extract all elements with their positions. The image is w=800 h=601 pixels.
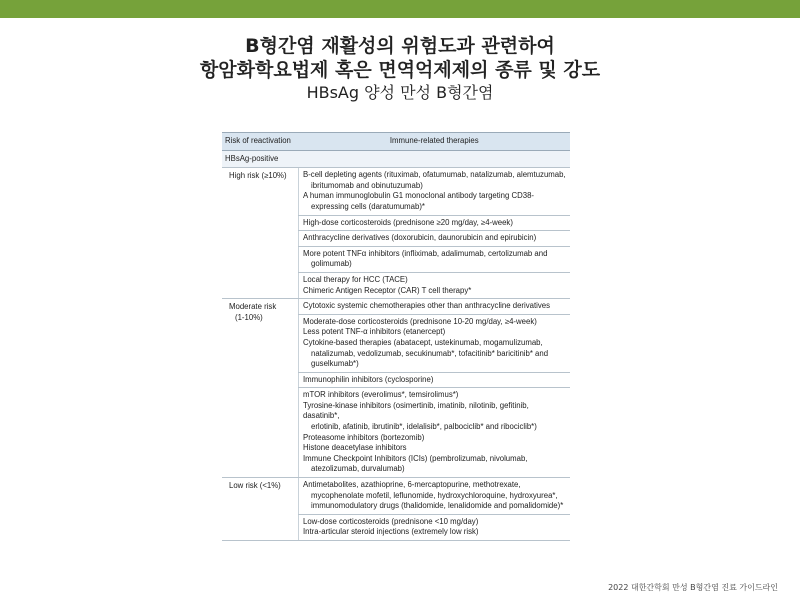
therapy-line: mycophenolate mofetil, leflunomide, hydroxychloroquine, hydroxyurea*,	[311, 490, 558, 500]
therapy-line: Less potent TNF-α inhibitors (etanercept)	[303, 327, 446, 337]
risk-level-cell	[222, 299, 299, 478]
title-line-2: 항암화학요법제 혹은 면역억제제의 종류 및 강도	[199, 59, 601, 81]
therapy-line: atezolizumab, durvalumab)	[311, 464, 405, 474]
therapy-cell	[299, 168, 571, 215]
risk-level-cell	[222, 168, 299, 299]
therapy-line: Local therapy for HCC (TACE)	[303, 274, 408, 284]
therapy-line: More potent TNFα inhibitors (infliximab, adalimumab, certolizumab and	[303, 248, 548, 258]
risk-level-range: (1-10%)	[235, 312, 263, 322]
therapy-line: Anthracycline derivatives (doxorubicin, daunorubicin and epirubicin)	[303, 233, 537, 243]
therapy-line: Antimetabolites, azathioprine, 6-mercaptopurine, methotrexate,	[303, 480, 521, 490]
therapy-line: B-cell depleting agents (rituximab, ofatumumab, natalizumab, alemtuzumab,	[303, 170, 566, 180]
risk-table	[222, 132, 570, 541]
therapy-cell	[299, 314, 571, 372]
risk-level-label: Moderate risk	[229, 302, 277, 312]
header-therapies: Immune-related therapies	[299, 133, 571, 151]
therapy-line: High-dose corticosteroids (prednisone ≥20 mg/day, ≥4-week)	[303, 217, 513, 227]
therapy-line: Cytotoxic systemic chemotherapies other than anthracycline derivatives	[303, 301, 551, 311]
therapy-line: Proteasome inhibitors (bortezomib)	[303, 432, 425, 442]
therapy-line: Intra-articular steroid injections (extremely low risk)	[303, 527, 479, 537]
therapy-cell	[299, 388, 571, 478]
header-risk: Risk of reactivation	[222, 133, 299, 151]
title-subtitle: HBsAg 양성 만성 B형간염	[306, 83, 494, 102]
therapy-line: Immunophilin inhibitors (cyclosporine)	[303, 374, 434, 384]
therapy-line: Moderate-dose corticosteroids (prednisone 10-20 mg/day, ≥4-week)	[303, 316, 537, 326]
therapy-line: Low-dose corticosteroids (prednisone <10 mg/day)	[303, 516, 479, 526]
therapy-line: immunomodulatory drugs (thalidomide, lenalidomide and pomalidomide)*	[311, 501, 564, 511]
therapy-line: expressing cells (daratumumab)*	[311, 201, 425, 211]
therapy-line: erlotinib, afatinib, ibrutinib*, idelalisib*, palbociclib* and ribociclib*)	[311, 422, 537, 432]
therapy-line: Immune Checkpoint Inhibitors (ICIs) (pembrolizumab, nivolumab,	[303, 453, 528, 463]
risk-level-label: Low risk (<1%)	[229, 481, 281, 491]
therapy-cell	[299, 272, 571, 298]
table-header-row	[222, 133, 570, 151]
therapy-line: mTOR inhibitors (everolimus*, temsirolimus*)	[303, 390, 459, 400]
therapy-cell	[299, 478, 571, 515]
footer-citation: 2022 대한간학회 만성 B형간염 진료 가이드라인	[608, 583, 778, 592]
therapy-cell	[299, 299, 571, 315]
risk-level-label: High risk (≥10%)	[229, 171, 287, 181]
therapy-cell	[299, 514, 571, 540]
therapy-line: golimumab)	[311, 259, 352, 269]
risk-level-cell	[222, 478, 299, 541]
table-row	[222, 478, 570, 515]
subheader-row	[222, 150, 570, 168]
therapy-cell	[299, 246, 571, 272]
title-line-1: B형간염 재활성의 위험도과 관련하여	[245, 35, 555, 57]
therapy-cell	[299, 231, 571, 247]
table-row	[222, 168, 570, 215]
therapy-line: guselkumab*)	[311, 359, 359, 369]
therapy-line: A human immunoglobulin G1 monoclonal antibody targeting CD38-	[303, 191, 535, 201]
therapy-line: Cytokine-based therapies (abatacept, ustekinumab, mogamulizumab,	[303, 337, 543, 347]
therapy-line: Chimeric Antigen Receptor (CAR) T cell therapy*	[303, 285, 472, 295]
table-row	[222, 299, 570, 315]
therapy-cell	[299, 215, 571, 231]
therapy-line: ibritumomab and obinutuzumab)	[311, 180, 423, 190]
subheader-hbsag: HBsAg-positive	[222, 150, 570, 168]
therapy-cell	[299, 372, 571, 388]
therapy-line: Tyrosine-kinase inhibitors (osimertinib, imatinib, nilotinib, gefitinib, dasatinib*,	[303, 400, 529, 421]
slide-title	[0, 34, 800, 104]
top-accent-bar	[0, 0, 800, 18]
therapy-line: Histone deacetylase inhibitors	[303, 443, 407, 453]
therapy-line: natalizumab, vedolizumab, secukinumab*, tofacitinib* baricitinib* and	[311, 348, 549, 358]
